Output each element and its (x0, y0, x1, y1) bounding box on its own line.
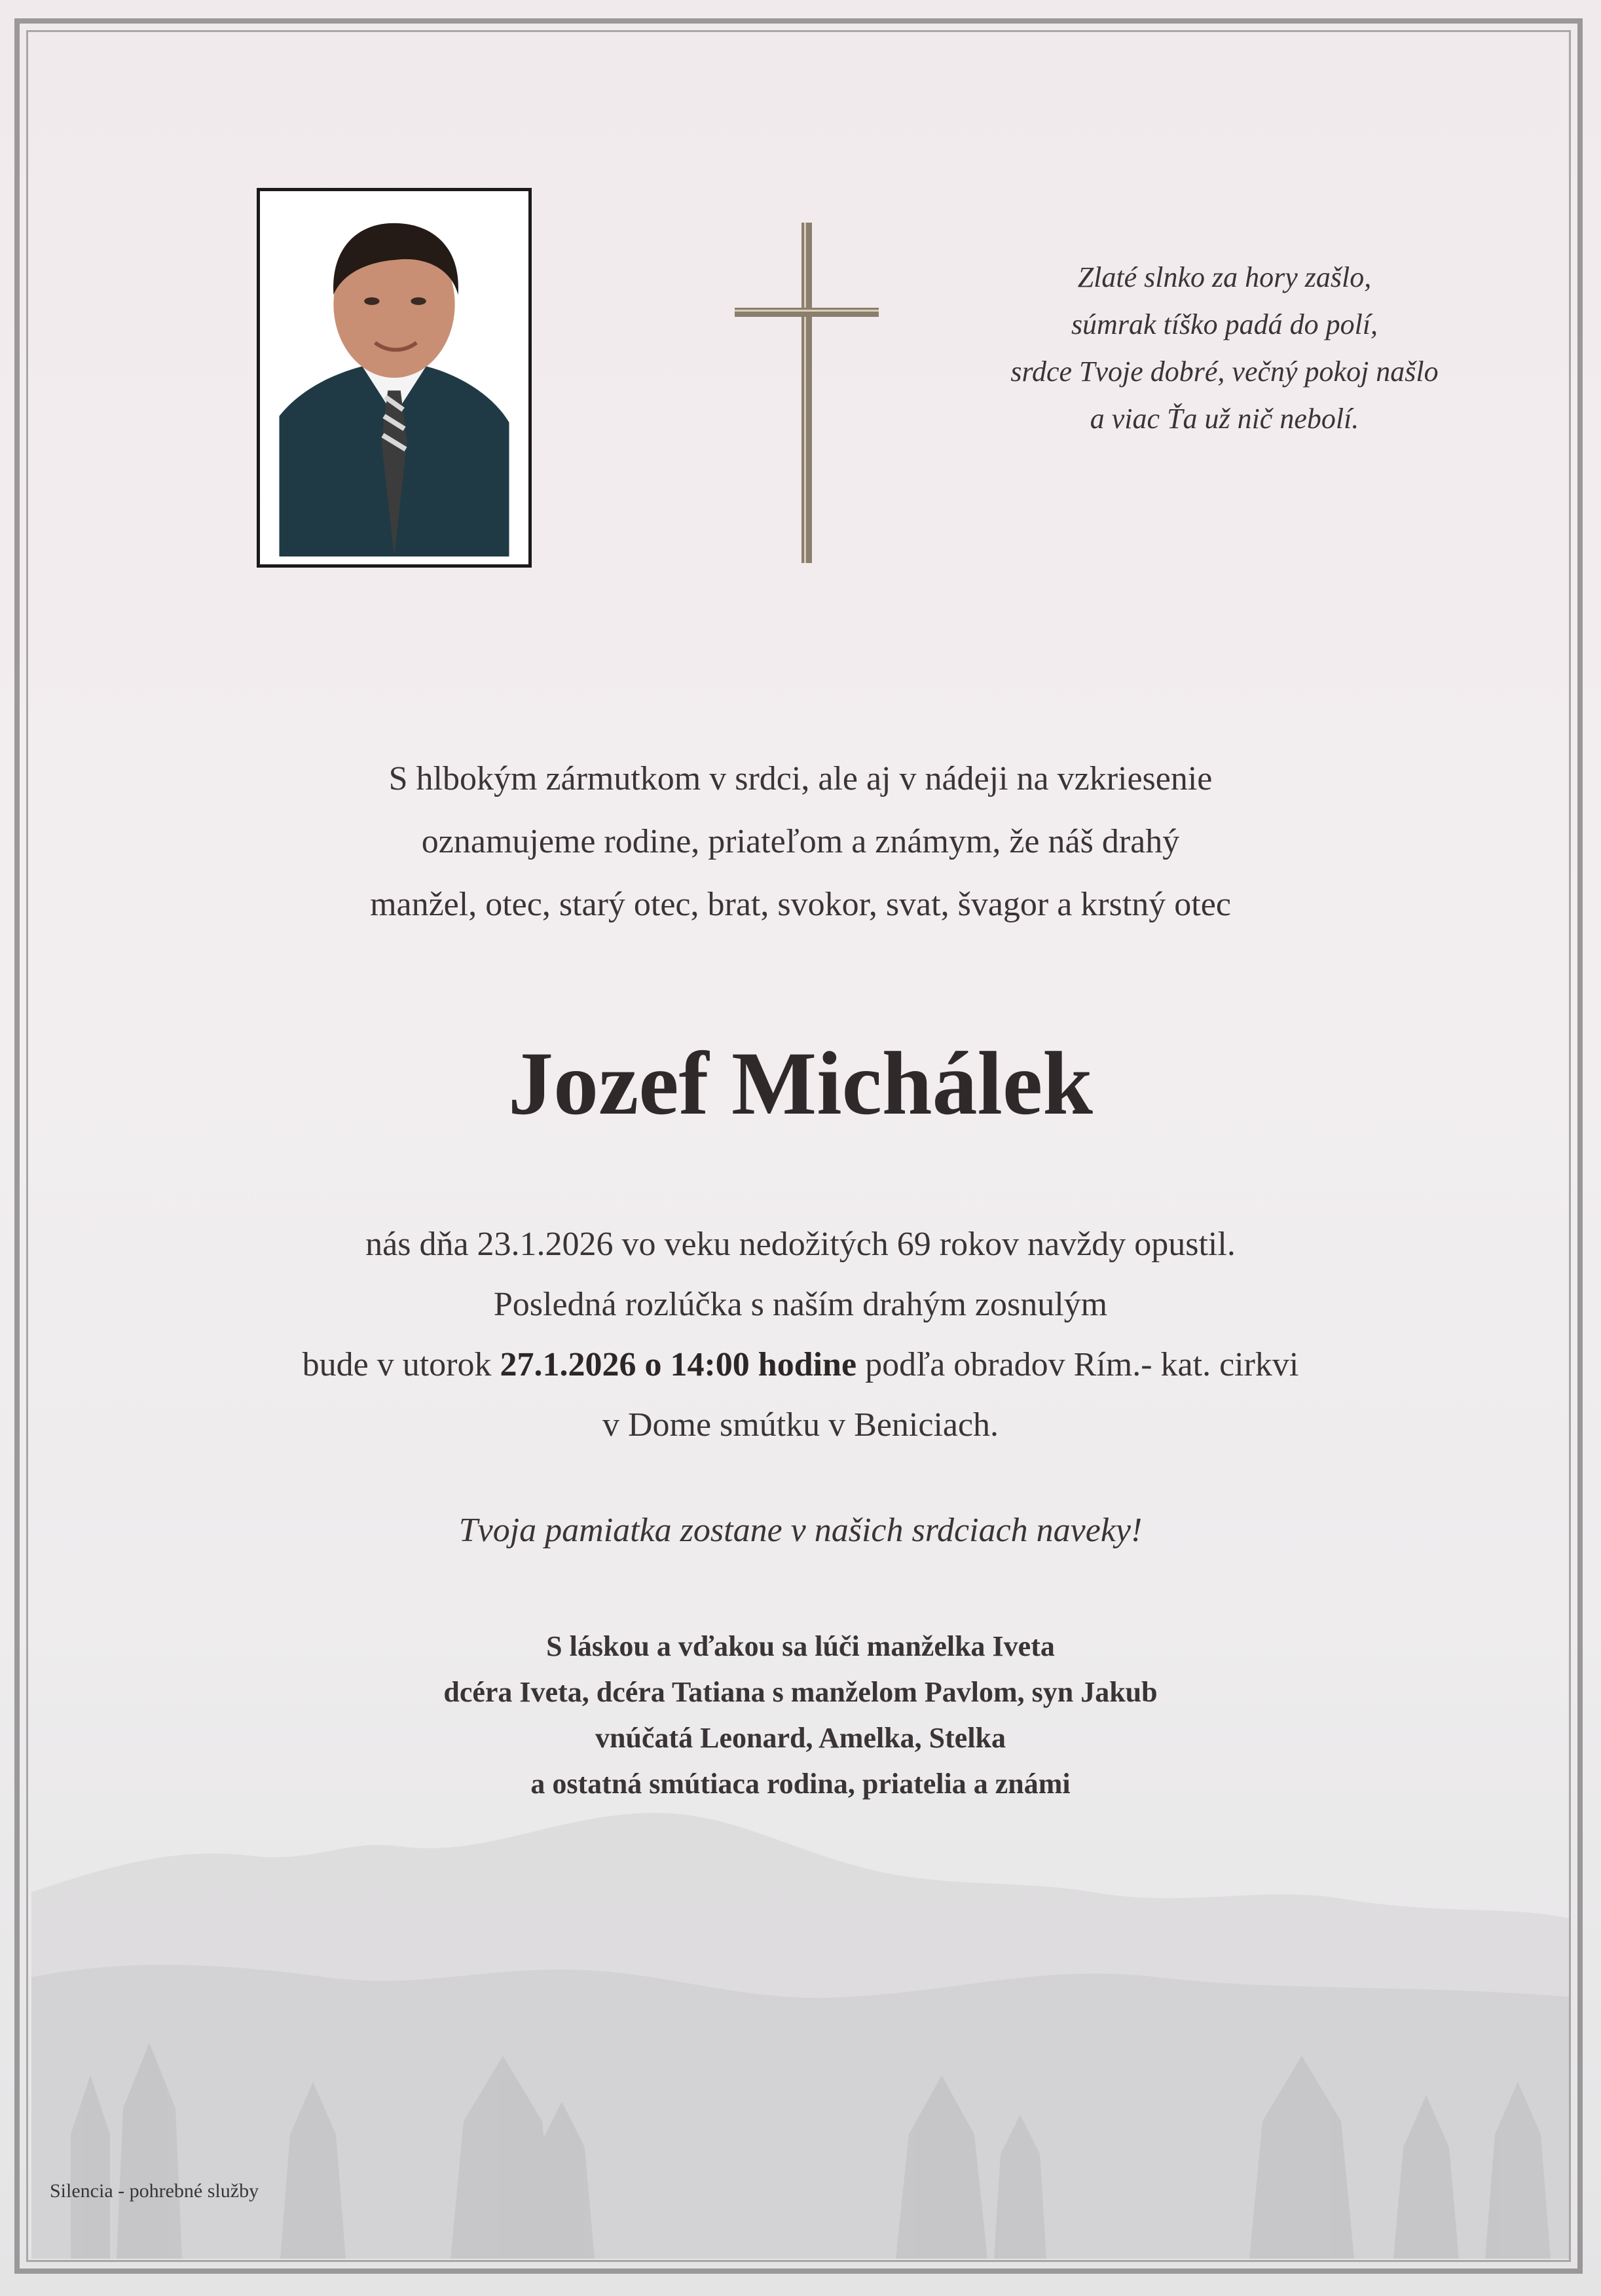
announcement (196, 748, 1405, 936)
portrait-illustration (267, 198, 522, 558)
poem-line: a viac Ťa už nič nebolí. (1090, 403, 1359, 435)
family-line: a ostatná smútiaca rodina, priatelia a známi (530, 1768, 1071, 1800)
funeral-service-credit: Silencia - pohrebné služby (50, 2180, 259, 2202)
details-prefix: bude v utorok (302, 1346, 500, 1383)
memory-quote: Tvoja pamiatka zostane v našich srdciach naveky! (458, 1512, 1143, 1549)
details-line: nás dňa 23.1.2026 vo veku nedožitých 69 rokov navždy opustil. (365, 1226, 1236, 1263)
family-line: S láskou a vďakou sa lúči manželka Iveta (546, 1630, 1055, 1662)
family-line: vnúčatá Leonard, Amelka, Stelka (595, 1722, 1006, 1754)
details-line: Posledná rozlúčka s naším drahým zosnulým (493, 1286, 1108, 1323)
deceased-name: Jozef Michálek (508, 1033, 1093, 1133)
announcement-line: manžel, otec, starý otec, brat, svokor, svat, švagor a krstný otec (370, 886, 1231, 923)
details-line: v Dome smútku v Beniciach. (602, 1406, 999, 1444)
family-line: dcéra Iveta, dcéra Tatiana s manželom Pavlom, syn Jakub (443, 1676, 1158, 1708)
announcement-line: S hlbokým zármutkom v srdci, ale aj v nádeji na vzkriesenie (388, 760, 1213, 797)
funeral-details (196, 1214, 1405, 1455)
details-suffix: podľa obradov Rím.- kat. cirkvi (856, 1346, 1299, 1383)
portrait-photo (257, 188, 532, 568)
poem-line: súmrak tíško padá do polí, (1071, 308, 1378, 340)
family-farewell (196, 1624, 1405, 1807)
funeral-date-time: 27.1.2026 o 14:00 hodine (500, 1346, 857, 1383)
cross-icon (735, 223, 879, 563)
poem-line: srdce Tvoje dobré, večný pokoj našlo (1010, 355, 1439, 388)
poem-line: Zlaté slnko za hory zašlo, (1077, 261, 1372, 293)
poem (943, 254, 1506, 443)
details-line (196, 1335, 1405, 1395)
announcement-line: oznamujeme rodine, priateľom a známym, že náš drahý (421, 823, 1180, 860)
